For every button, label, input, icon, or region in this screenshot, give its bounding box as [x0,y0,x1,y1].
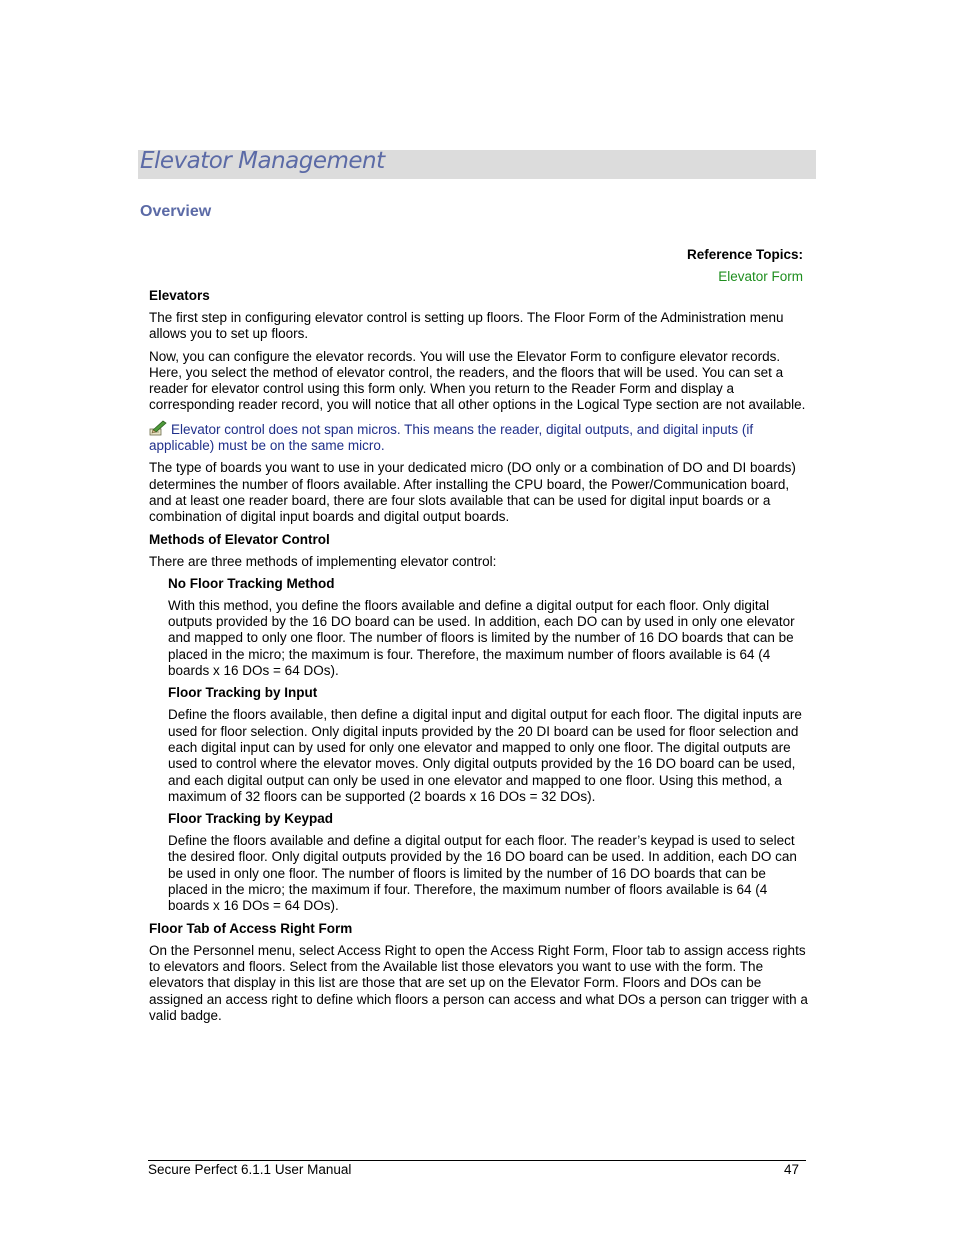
note-text: Elevator control does not span micros. This means the reader, digital outputs, and digital inputs (if applicable) must be on the same micro. [149,421,754,454]
method-heading: Floor Tracking by Keypad [168,811,334,827]
method-text: Define the floors available, then define a digital input and digital output for each floor. The digital inputs are used for floor selection. Only digital inputs provided by the 20 DI board can be used for floor selection and each digital input can by used for only one elevator and mapped to only one floor. The digital outputs are used to control where the elevator moves. Only digital outputs provided by the 16 DO board can be used, and each digital output can only be used in one elevator and mapped to one floor. Using this method, a maximum of 32 floors can be supported (2 boards x 16 DOs = 32 DOs). [168,707,802,804]
elevators-heading: Elevators [149,288,210,303]
method-text: With this method, you define the floors available and define a digital output for each floor. Only digital outputs provided by the 16 DO board can be used. In addition, each DO can by used in only one elevator and mapped to only one floor. The number of floors is limited by the number of 16 DO boards that can be placed in the micro; the maximum is four. Therefore, the maximum number of floors available is 64 (4 boards x 16 DOs = 64 DOs). [168,597,795,679]
chapter-title: Elevator Management [140,148,385,174]
methods-intro: There are three methods of implementing elevator control: [149,553,497,569]
methods-heading: Methods of Elevator Control [149,531,330,547]
page-content [149,288,809,1030]
note [149,420,809,455]
note-pencil-icon [149,420,168,436]
reference-topics [687,244,803,288]
elevators-paragraph-2: Now, you can configure the elevator records. You will use the Elevator Form to configure elevator records. Here, you select the method of elevator control, the readers, and the floors that will be used. You can set a reader for elevator control using this form only. When you return to the Reader Form and display a corresponding reader record, you will notice that all other options in the Logical Type section are not available. [149,348,806,413]
method-heading: No Floor Tracking Method [168,575,335,591]
method-heading: Floor Tracking by Input [168,685,318,701]
reference-topics-label: Reference Topics: [686,247,803,262]
elevators-paragraph-3: The type of boards you want to use in your dedicated micro (DO only or a combination of DO and DI boards) determines the number of floors available. After installing the CPU board, the Power/Communication board, and at least one reader board, there are four slots available that can be used for digital input boards or a combination of digital input boards and digital output boards. [149,460,796,525]
method-text: Define the floors available and define a digital output for each floor. The reader’s keypad is used to select the desired floor. Only digital outputs provided by the 16 DO board can be used. In addition, each DO can be used in only one floor. The number of floors is limited by the number of 16 DO boards that can be placed in the micro; the maximum if four. Therefore, the maximum number of floors available is 64 (4 boards x 16 DOs = 64 DOs). [168,833,797,914]
footer-page-number: 47 [783,1162,799,1177]
section-title: Overview [140,203,212,220]
floor-tab-text: On the Personnel menu, select Access Right to open the Access Right Form, Floor tab to assign access rights to elevators and floors. Select from the Available list those elevators you want to use with the form. The elevators that display in this list are those that are set up on the Elevator Form. Floors and DOs can be assigned an access right to define which floors a person can access and what DOs a person can trigger with a valid badge. [149,942,808,1023]
footer-rule [148,1160,806,1161]
floor-tab-heading: Floor Tab of Access Right Form [149,920,353,936]
footer-manual-title: Secure Perfect 6.1.1 User Manual [148,1162,352,1177]
elevator-form-link[interactable]: Elevator Form [718,269,803,284]
elevators-paragraph-1: The first step in configuring elevator control is setting up floors. The Floor Form of the Administration menu allows you to set up floors. [149,310,784,342]
